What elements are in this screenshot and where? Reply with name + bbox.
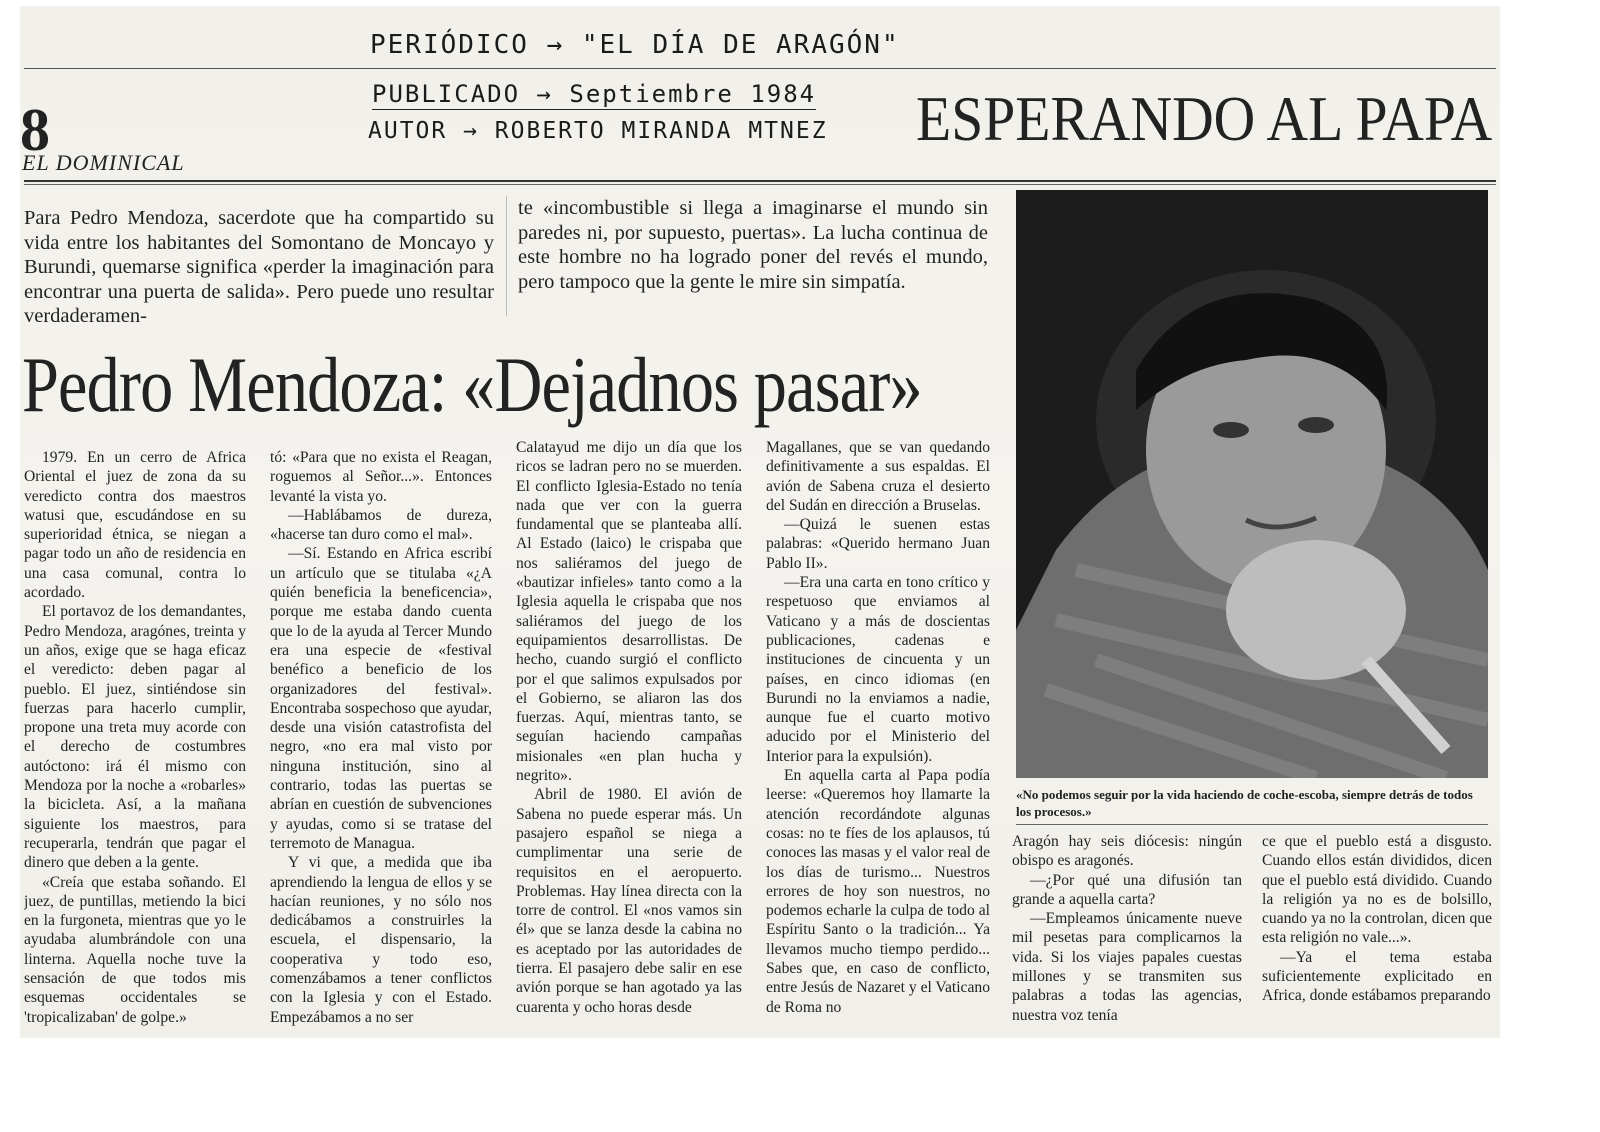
paragraph: tó: «Para que no exista el Reagan, roguemos al Señor...». Entonces levanté la vista yo. [270,449,492,505]
paragraph: —Ya el tema estaba suficientemente explicitado en Africa, donde estábamos preparando [1262,948,1492,1005]
paragraph: —Era una carta en tono crítico y respetuoso que enviamos al Vaticano y a más de doscientas publicaciones, cadenas e instituciones de cincuenta y un países, en cinco idiomas (en Burundi no la enviamos a nadie, aunque fue el cuarto motivo aducido por el Ministerio del Interior para la expulsión). [766,574,990,765]
paragraph: En aquella carta al Papa podía leerse: «Queremos hoy llamarte la atención recordándote algunas cosas: no te fíes de los aplausos, tú conoces las masas y el valor real de los días de turismo... Nuestros errores de hoy son nuestros, no podemos echarle la culpa de todo al Espíritu Santo o la tradición... Ya llevamos mucho tiempo perdido... Sabes que, en caso de conflicto, entre Jesús de Nazaret y el Vaticano de Roma no [766,767,990,1016]
column-rule [506,196,507,316]
masthead-rule [24,180,1496,182]
page-number: 8 [20,97,50,163]
body-column-4 [766,438,990,1038]
portrait-photo [1016,190,1488,778]
paragraph: —Empleamos únicamente nueve mil pesetas para complicarnos la vida. Si los viajes papales cuestas millones y se transmiten sus palabras a todas las agencias, nuestra voz tenía [1012,910,1242,1024]
paragraph: —Sí. Estando en Africa escribí un artículo que se titulaba «¿A quién beneficia la beneficencia», porque me estaba dando cuenta que lo de la ayuda al Tercer Mundo era una especie de «festival benéfico a beneficio de los organizadores del festival». Encontraba sospechoso que ayudar, desde una visión catastrofista del negro, «no era mal visto por ninguna institución, sino al contrario, todas las puertas se abrían en cuestión de subvenciones y ayudas, como si se tratase del terremoto de Managua. [270,545,492,852]
body-column-6 [1262,832,1492,1038]
paragraph: —Hablábamos de dureza, «hacerse tan duro como el mal». [270,506,492,544]
lead-paragraph-left: Para Pedro Mendoza, sacerdote que ha compartido su vida entre los habitantes del Somontano de Moncayo y Burundi, quemarse significa «perder la imaginación para encontrar una puerta de salida». Pero puede uno resultar verdaderamen- [24,207,494,327]
photo-caption: «No podemos seguir por la vida haciendo de coche-escoba, siempre detrás de todos los procesos.» [1016,787,1473,819]
paragraph: El portavoz de los demandantes, Pedro Mendoza, aragónes, treinta y un años, exige que se haga eficaz el veredicto: deben pagar al pueblo. El juez, sintiéndose sin fuerzas para hacerlo cumplir, propone una treta muy acorde con el derecho de costumbres autóctono: irá él mismo con Mendoza por la noche a «robarles» la bicicleta. Así, a la mañana siguiente los maestros, para recuperarla, tendrán que pagar el dinero que deben a la gente. [24,603,246,872]
portrait-illustration [1016,190,1488,778]
body-column-3 [516,438,742,1038]
top-rule [24,68,1496,69]
handwritten-publicado: PUBLICADO → Septiembre 1984 [372,80,817,108]
masthead-rule-thin [24,184,1496,185]
paragraph: «Creía que estaba soñando. El juez, de puntillas, metiendo la bici en la furgoneta, mientras que yo le ayudaba alumbrándole con una linterna. Aquella noche tuve la sensación de que todos mis esquemas occidentales se 'tropicalizaban' de golpe.» [24,873,246,1026]
section-name: EL DOMINICAL [22,150,185,175]
paragraph: Y vi que, a medida que iba aprendiendo la lengua de ellos y se hacían reuniones, y no sólo nos dedicábamos a construirles la escuela, el dispensario, la cooperativa y todo eso, comenzábamos a tener conflictos con la Iglesia y con el Estado. Empezábamos a no ser [270,854,492,1026]
paragraph: 1979. En un cerro de Africa Oriental el juez de zona da su veredicto contra dos maestros watusi que, escudándose en su superioridad étnica, se niegan a pagar todo un año de residencia en una casa comunal, contra lo acordado. [24,449,246,602]
paragraph: ce que el pueblo está a disgusto. Cuando ellos están divididos, dicen que el pueblo está dividido. Cuando la religión ya no es de bolsillo, cuando ya no la controlan, dicen que esta religión no vale...». [1262,833,1492,947]
paragraph: Abril de 1980. El avión de Sabena no puede esperar más. Un pasajero español se niega a cumplimentar una serie de requisitos en el aeropuerto. Problemas. Hay línea directa con la torre de control. El «nos vamos sin él» que se lanza desde la cabina no es aceptado por las autoridades de tierra. El pasajero debe salir en ese avión porque se han agotado ya las cuarenta y ocho horas desde [516,786,742,1016]
body-column-2 [270,448,492,1038]
body-column-5 [1012,832,1242,1038]
paragraph: Calatayud me dijo un día que los ricos se ladran pero no se muerden. El conflicto Iglesia-Estado no tenía nada que ver con la guerra fundamental que se planteaba allí. Al Estado (laico) le crispaba que nos saliéramos del juego de «bautizar infieles» tanto como a la Iglesia aquella le crispaba que nos saliéramos del juego de los equipamientos desarrollistas. De hecho, cuando surgió el conflicto por el que salimos expulsados por el Gobierno, se aliaron las dos fuerzas. Aquí, mientras tanto, se seguían haciendo campañas misionales «en plan hucha y negrito». [516,439,742,785]
handwritten-autor: AUTOR → ROBERTO MIRANDA MTNEZ [368,118,828,144]
paragraph: —¿Por qué una difusión tan grande a aquella carta? [1012,871,1242,908]
lead-paragraph-right: te «incombustible si llega a imaginarse el mundo sin paredes ni, por supuesto, puertas». La lucha continua de este hombre no ha logrado poner del revés el mundo, pero tampoco que la gente le mire sin simpatía. [518,197,988,293]
section-kicker: ESPERANDO AL PAPA [915,83,1492,154]
headline: Pedro Mendoza: «Dejadnos pasar» [22,341,922,428]
handwritten-periodico: PERIÓDICO → "EL DÍA DE ARAGÓN" [370,30,900,60]
paragraph: —Quizá le suenen estas palabras: «Querido hermano Juan Pablo II». [766,516,990,572]
caption-rule [1016,824,1488,825]
paragraph: Magallanes, que se van quedando definitivamente a sus espaldas. El avión de Sabena cruza el desierto del Sudán en dirección a Bruselas. [766,439,990,514]
paragraph: Aragón hay seis diócesis: ningún obispo es aragonés. [1012,833,1242,870]
body-column-1 [24,448,246,1038]
